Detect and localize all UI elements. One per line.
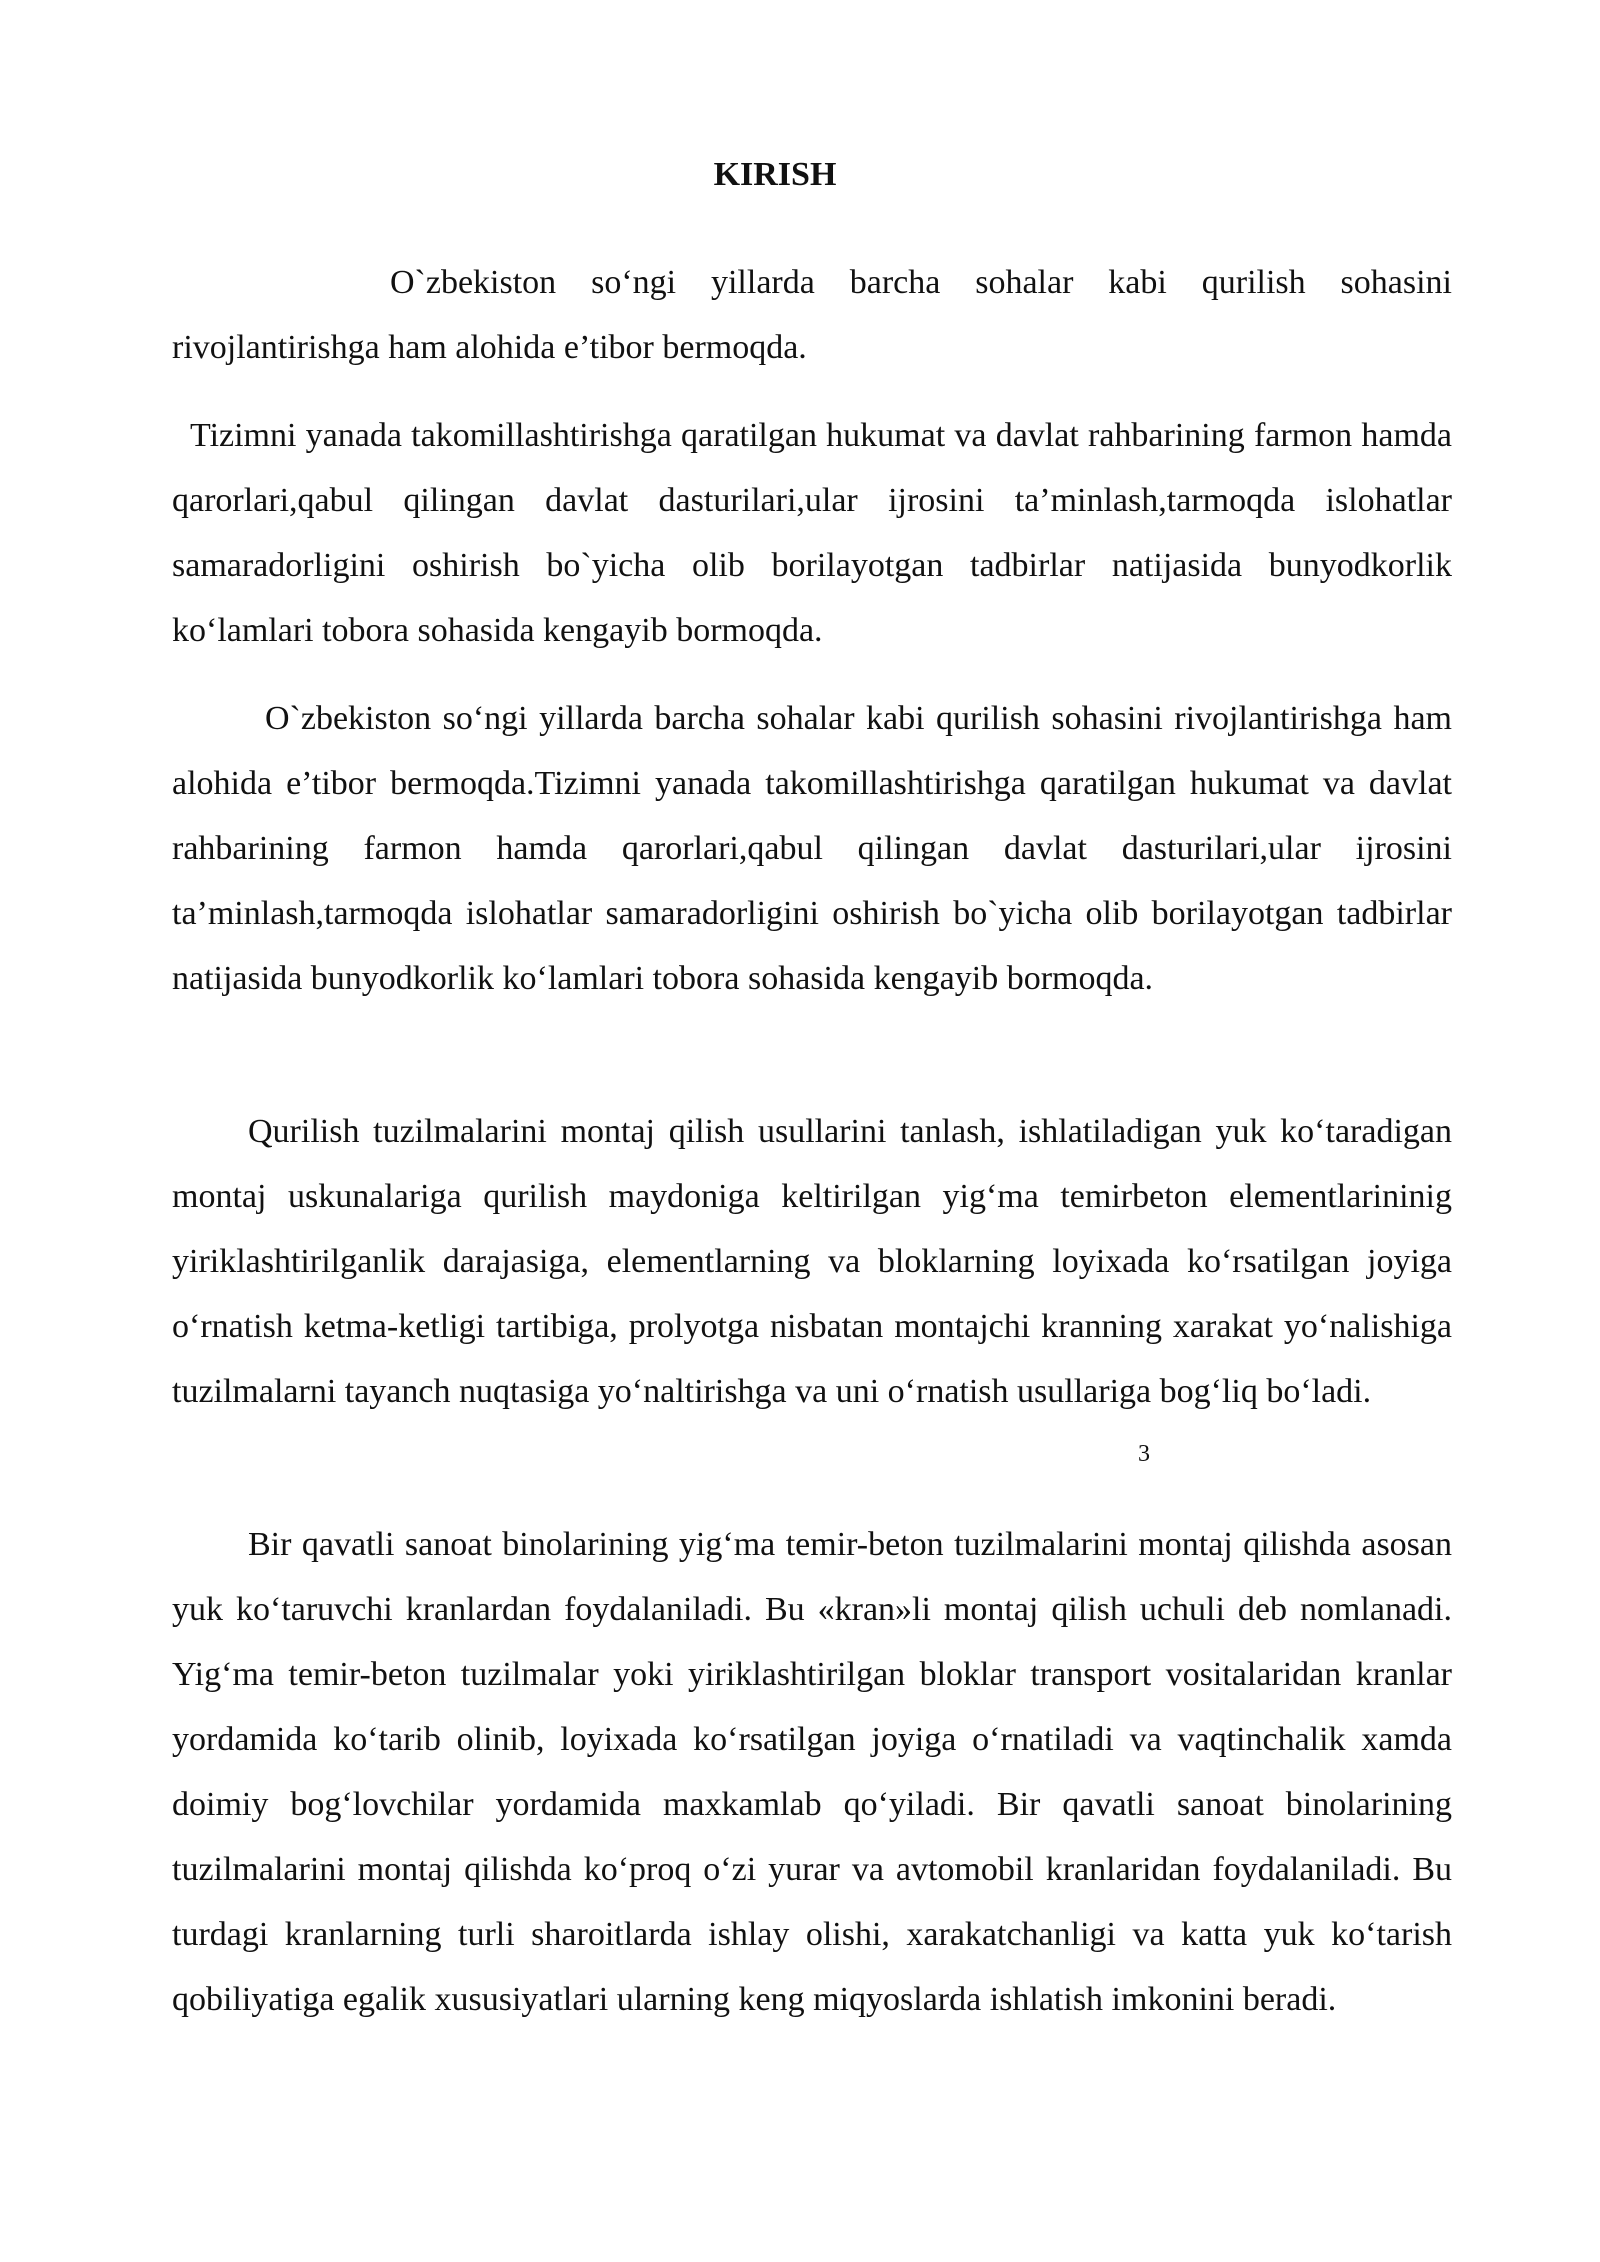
page-number: 3 [1138,1441,1150,1467]
paragraph-2: Tizimni yanada takomillashtirishga qaratilgan hukumat va davlat rahbarining farmon hamda qarorlari,qabul qilingan davlat dasturilari,ular ijrosini ta’minlash,tarmoqda islohatlar samaradorligini oshirish bo`yicha olib borilayotgan tadbirlar natijasida bunyodkorlik ko‘lamlari tobora sohasida kengayib bormoqda. [172,417,1452,649]
page-title: KIRISH [713,156,837,193]
paragraph-3: O`zbekiston so‘ngi yillarda barcha sohalar kabi qurilish sohasini rivojlantirishga ham alohida e’tibor bermoqda.Tizimni yanada takomillashtirishga qaratilgan hukumat va davlat rahbarining farmon hamda qarorlari,qabul qilingan davlat dasturilari,ular ijrosini ta’minlash,tarmoqda islohatlar samaradorligini oshirish bo`yicha olib borilayotgan tadbirlar natijasida bunyodkorlik ko‘lamlari tobora sohasida kengayib bormoqda. [172,700,1452,997]
paragraph-5: Bir qavatli sanoat binolarining yig‘ma temir-beton tuzilmalarini montaj qilishda asosan yuk ko‘taruvchi kranlardan foydalaniladi. Bu «kran»li montaj qilish uchuli deb nomlanadi. Yig‘ma temir-beton tuzilmalar yoki yiriklashtirilgan bloklar transport vositalaridan kranlar yordamida ko‘tarib olinib, loyixada ko‘rsatilgan joyiga o‘rnatiladi va vaqtinchalik xamda doimiy bog‘lovchilar yordamida maxkamlab qo‘yiladi. Bir qavatli sanoat binolarining tuzilmalarini montaj qilishda ko‘proq o‘zi yurar va avtomobil kranlaridan foydalaniladi. Bu turdagi kranlarning turli sharoitlarda ishlay olishi, xarakatchanligi va katta yuk ko‘tarish qobiliyatiga egalik xususiyatlari ularning keng miqyoslarda ishlatish imkonini beradi. [172,1526,1452,2018]
paragraph-1: O`zbekiston so‘ngi yillarda barcha sohalar kabi qurilish sohasini rivojlantirishga ham alohida e’tibor bermoqda. [172,264,1452,366]
paragraph-4: Qurilish tuzilmalarini montaj qilish usullarini tanlash, ishlatiladigan yuk ko‘taradigan montaj uskunalariga qurilish maydoniga keltirilgan yig‘ma temirbeton elementlarininig yiriklashtirilganlik darajasiga, elementlarning va bloklarning loyixada ko‘rsatilgan joyiga o‘rnatish ketma-ketligi tartibiga, prolyotga nisbatan montajchi kranning xarakat yo‘nalishiga tuzilmalarni tayanch nuqtasiga yo‘naltirishga va uni o‘rnatish usullariga bog‘liq bo‘ladi. [172,1113,1452,1410]
